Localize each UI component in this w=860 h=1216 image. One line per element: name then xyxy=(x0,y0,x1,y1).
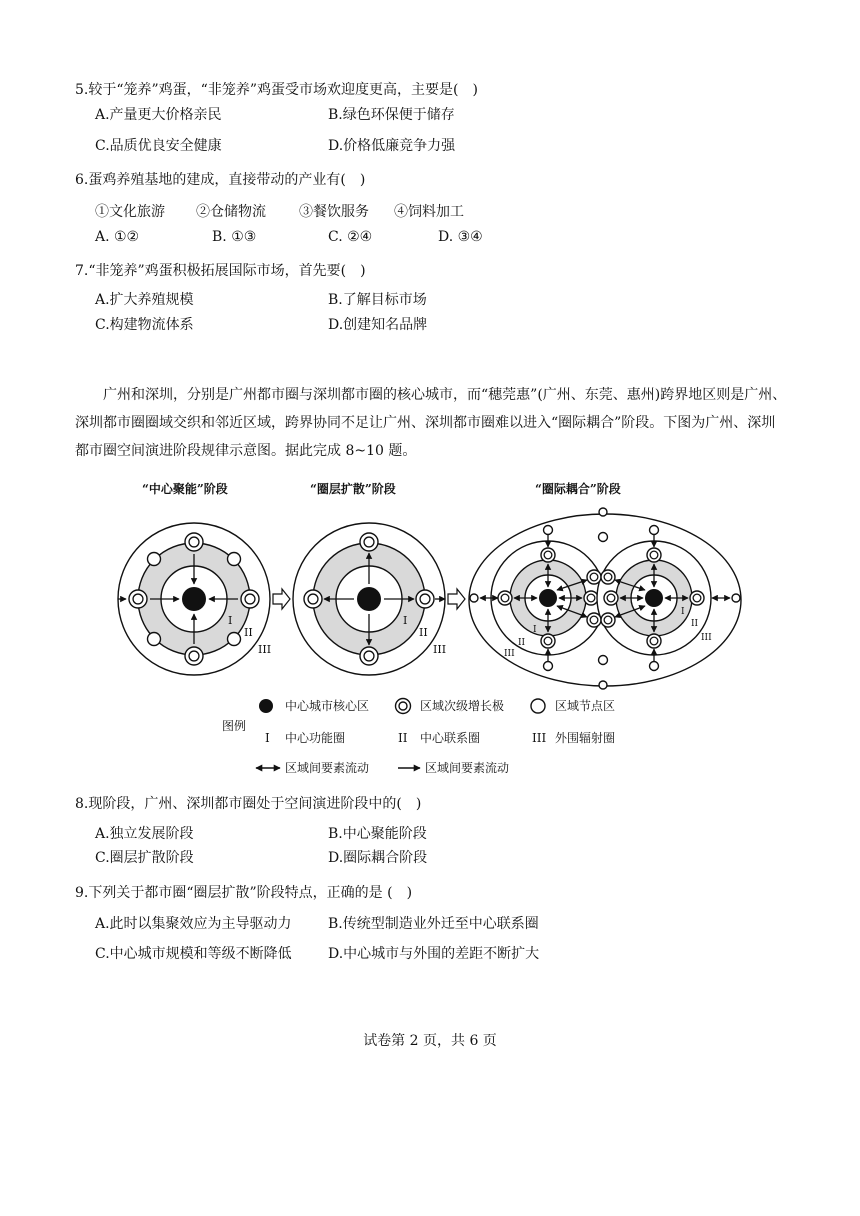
growth-pole-inner-ring xyxy=(590,573,598,581)
node-area-symbol xyxy=(732,594,740,602)
node-area-symbol xyxy=(599,533,608,542)
q6-item-1: ①文化旅游 xyxy=(95,204,165,220)
legend-growth-pole-symbol xyxy=(396,699,411,714)
legend-growth-pole-label: 区域次级增长极 xyxy=(420,699,505,713)
ring-label-3: III xyxy=(504,649,515,659)
q9-option-d: D.中心城市与外围的差距不断扩大 xyxy=(328,946,540,962)
growth-pole-inner-ring xyxy=(189,537,199,547)
page-footer: 试卷第 2 页，共 6 页 xyxy=(363,1033,497,1049)
growth-pole-inner-ring xyxy=(604,616,612,624)
node-area-symbol xyxy=(148,553,161,566)
q8-option-d: D.圈际耦合阶段 xyxy=(328,850,428,866)
q7-option-d: D.创建知名品牌 xyxy=(328,317,428,333)
ring-label-2: II xyxy=(518,638,526,648)
ring-label-1: I xyxy=(403,614,408,627)
stage-title-1: “中心聚能”阶段 xyxy=(142,482,228,496)
legend-node-label: 区域节点区 xyxy=(555,699,616,713)
growth-pole-inner-ring xyxy=(544,551,552,559)
stage-transition-arrow-2 xyxy=(448,589,465,609)
legend-core-label: 中心城市核心区 xyxy=(285,699,370,713)
core-area-symbol xyxy=(357,587,381,611)
growth-pole-inner-ring xyxy=(607,594,615,602)
stage-transition-arrow-1 xyxy=(273,589,290,609)
q9-option-a: A.此时以集聚效应为主导驱动力 xyxy=(95,916,292,932)
node-area-symbol xyxy=(650,662,659,671)
core-area-symbol xyxy=(182,587,206,611)
growth-pole-inner-ring xyxy=(604,573,612,581)
legend-ring3-num: III xyxy=(532,731,547,745)
q5-option-d: D.价格低廉竞争力强 xyxy=(328,138,456,154)
node-area-symbol xyxy=(599,656,608,665)
q6-option-a: A. ①② xyxy=(95,229,140,245)
q8-stem: 8.现阶段，广州、深圳都市圈处于空间演进阶段中的( ) xyxy=(75,796,422,812)
ring-label-2: II xyxy=(419,626,428,639)
ring-label-3: III xyxy=(701,633,712,643)
legend-ring1-label: 中心功能圈 xyxy=(285,731,346,745)
q8-option-b: B.中心聚能阶段 xyxy=(328,826,427,842)
q5-option-b: B.绿色环保便于储存 xyxy=(328,107,455,123)
q7-option-a: A.扩大养殖规模 xyxy=(95,292,194,308)
q6-item-2: ②仓储物流 xyxy=(196,204,266,220)
stage-title-2: “圈层扩散”阶段 xyxy=(310,482,396,496)
q8-option-a: A.独立发展阶段 xyxy=(95,826,194,842)
growth-pole-inner-ring xyxy=(308,594,318,604)
q7-option-c: C.构建物流体系 xyxy=(95,317,194,333)
core-area-symbol xyxy=(539,589,557,607)
legend-ring2-num: II xyxy=(398,731,408,745)
ring-label-3: III xyxy=(258,643,272,656)
passage-text: 广州和深圳，分别是广州都市圈与深圳都市圈的核心城市，而“穗莞惠”(广州、东莞、惠州)跨界地区则是广州、深圳都市圈圈域交织和邻近区域，跨界协同不足让广州、深圳都市圈难以进入“圈际耦合”阶段。下图为广州、深圳都市圈空间演进阶段规律示意图。据此完成 8~10 题。 xyxy=(75,387,787,459)
ring-label-2: II xyxy=(691,619,699,629)
q6-item-4: ④饲料加工 xyxy=(394,204,464,220)
q6-option-b: B. ①③ xyxy=(212,229,257,245)
core-area-symbol xyxy=(645,589,663,607)
node-area-symbol xyxy=(148,633,161,646)
q9-option-b: B.传统型制造业外迁至中心联系圈 xyxy=(328,916,539,932)
growth-pole-inner-ring xyxy=(650,637,658,645)
legend-one-way-label: 区域间要素流动 xyxy=(425,761,510,775)
growth-pole-inner-ring xyxy=(590,616,598,624)
node-area-symbol xyxy=(599,508,607,516)
legend-node-symbol xyxy=(531,699,545,713)
node-area-symbol xyxy=(544,662,553,671)
q6-stem: 6.蛋鸡养殖基地的建成，直接带动的产业有( ) xyxy=(75,172,366,188)
node-area-symbol xyxy=(228,633,241,646)
ring-label-1: I xyxy=(533,625,537,635)
q7-option-b: B.了解目标市场 xyxy=(328,292,427,308)
q9-stem: 9.下列关于都市圈“圈层扩散”阶段特点，正确的是 ( ) xyxy=(75,885,413,901)
ring-label-2: II xyxy=(244,626,253,639)
node-area-symbol xyxy=(599,681,607,689)
ring-label-1: I xyxy=(681,607,685,617)
node-area-symbol xyxy=(544,526,553,535)
legend-core-symbol xyxy=(259,699,273,713)
node-area-symbol xyxy=(650,526,659,535)
growth-pole-inner-ring xyxy=(189,651,199,661)
ring-label-3: III xyxy=(433,643,447,656)
legend-ring1-num: I xyxy=(265,731,270,745)
growth-pole-inner-ring xyxy=(587,594,595,602)
growth-pole-inner-ring xyxy=(133,594,143,604)
q5-option-c: C.品质优良安全健康 xyxy=(95,138,222,154)
growth-pole-inner-ring xyxy=(364,537,374,547)
q6-item-3: ③餐饮服务 xyxy=(299,204,369,220)
legend-ring2-label: 中心联系圈 xyxy=(420,731,481,745)
q6-option-c: C. ②④ xyxy=(328,229,373,245)
growth-pole-inner-ring xyxy=(364,651,374,661)
stage-title-3: “圈际耦合”阶段 xyxy=(535,482,621,496)
legend-two-way-label: 区域间要素流动 xyxy=(285,761,370,775)
growth-pole-inner-ring xyxy=(245,594,255,604)
growth-pole-inner-ring xyxy=(693,594,701,602)
node-area-symbol xyxy=(228,553,241,566)
ring-label-1: I xyxy=(228,614,233,627)
growth-pole-inner-ring xyxy=(501,594,509,602)
q5-option-a: A.产量更大价格亲民 xyxy=(95,107,222,123)
growth-pole-inner-ring xyxy=(650,551,658,559)
legend-ring3-label: 外围辐射圈 xyxy=(555,731,616,745)
q9-option-c: C.中心城市规模和等级不断降低 xyxy=(95,946,292,962)
q6-option-d: D. ③④ xyxy=(438,229,483,245)
q8-option-c: C.圈层扩散阶段 xyxy=(95,850,194,866)
q5-stem: 5.较于“笼养”鸡蛋，“非笼养”鸡蛋受市场欢迎度更高，主要是( ) xyxy=(75,82,478,98)
node-area-symbol xyxy=(470,594,478,602)
growth-pole-inner-ring xyxy=(420,594,430,604)
growth-pole-inner-ring xyxy=(544,637,552,645)
legend-title: 图例 xyxy=(222,719,247,733)
q7-stem: 7.“非笼养”鸡蛋积极拓展国际市场，首先要( ) xyxy=(75,263,366,279)
